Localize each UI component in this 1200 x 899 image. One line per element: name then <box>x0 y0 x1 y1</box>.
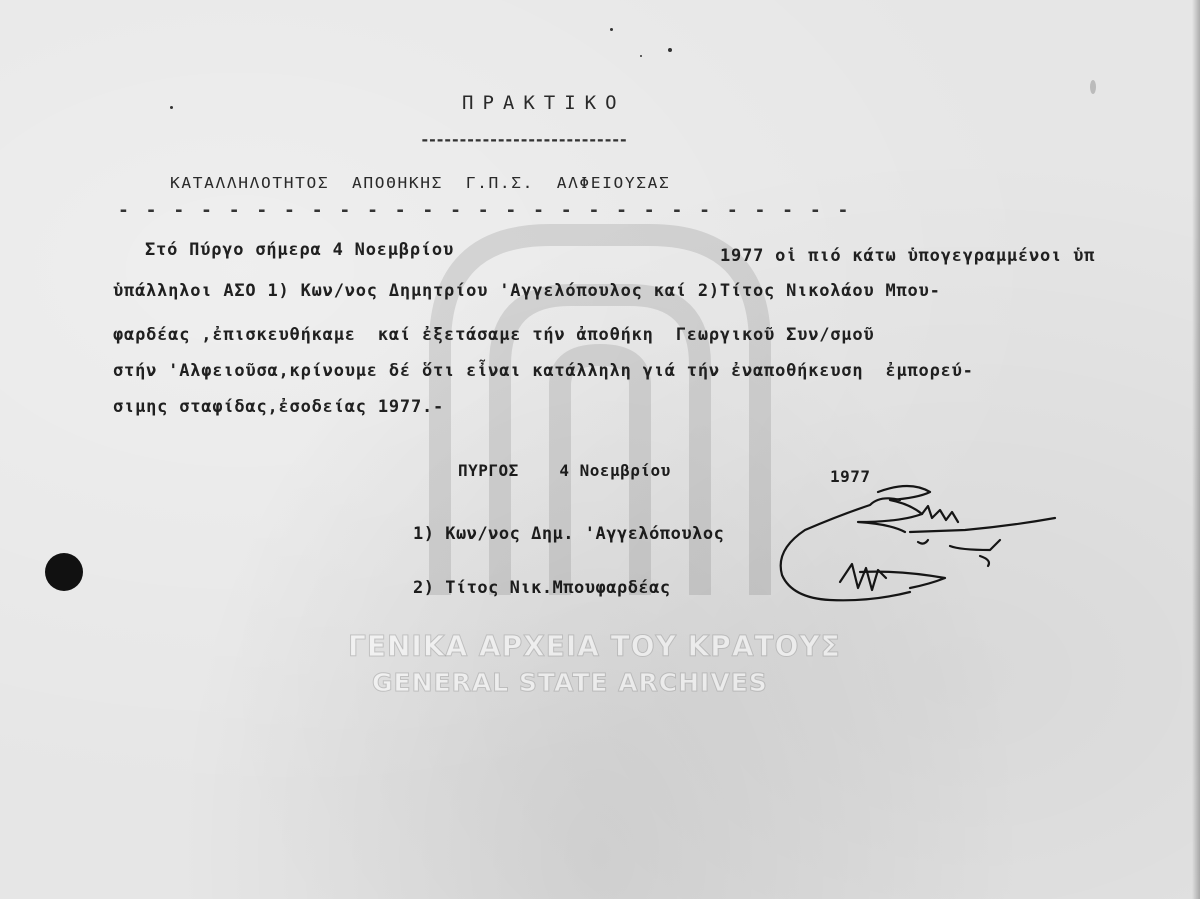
body-line-5: σιμης σταφίδας,ἐσοδείας 1977.- <box>113 397 445 417</box>
body-line-2: ὑπάλληλοι ΑΣΟ 1) Κων/νος Δημητρίου 'Αγγελόπουλος καί 2)Τίτος Νικολάου Μπου- <box>113 281 941 301</box>
signatory-2: 2) Τίτος Νικ.Μπουφαρδέας <box>413 578 671 598</box>
watermark-line-1: ΓΕΝΙΚΑ ΑΡΧΕΙΑ ΤΟΥ ΚΡΑΤΟΥΣ <box>348 630 841 663</box>
subtitle-underline: - - - - - - - - - - - - - - - - - - - - - - - - - - - <box>118 200 852 221</box>
ink-speck <box>610 28 613 31</box>
ink-speck <box>170 106 173 109</box>
ink-speck <box>668 48 672 52</box>
punch-hole <box>45 553 83 591</box>
signatory-1: 1) Κων/νος Δημ. 'Αγγελόπουλος <box>413 524 725 544</box>
watermark-line-2: GENERAL STATE ARCHIVES <box>372 668 768 697</box>
title-underline: --------------------------- <box>420 130 627 149</box>
document-title: ΠΡΑΚΤΙΚΟ <box>462 92 626 114</box>
handwritten-signature <box>760 470 1080 620</box>
body-line-1b: 1977 οἱ πιό κάτω ὑπογεγραμμένοι ὑπ <box>720 246 1096 266</box>
page-edge-shadow <box>1192 0 1200 899</box>
body-line-3: φαρδέας ,ἐπισκευθήκαμε καί ἐξετάσαμε τήν ἀποθήκη Γεωργικοῦ Συν/σμοῦ <box>113 325 875 345</box>
body-line-4: στήν 'Αλφειοῦσα,κρίνουμε δέ ὅτι εἶναι κατάλληλη γιά τήν ἐναποθήκευση ἐμπορεύ- <box>113 361 974 381</box>
document-subtitle: ΚΑΤΑΛΛΗΛΟΤΗΤΟΣ ΑΠΟΘΗΚΗΣ Γ.Π.Σ. ΑΛΦΕΙΟΥΣΑΣ <box>170 174 671 192</box>
ink-speck <box>640 55 642 57</box>
body-line-1a: Στό Πύργο σήμερα 4 Νοεμβρίου <box>145 240 454 260</box>
paper-mark <box>1090 80 1096 94</box>
place-date: ΠΥΡΓΟΣ 4 Νοεμβρίου <box>458 461 671 480</box>
place-year: 1977 <box>830 467 871 486</box>
